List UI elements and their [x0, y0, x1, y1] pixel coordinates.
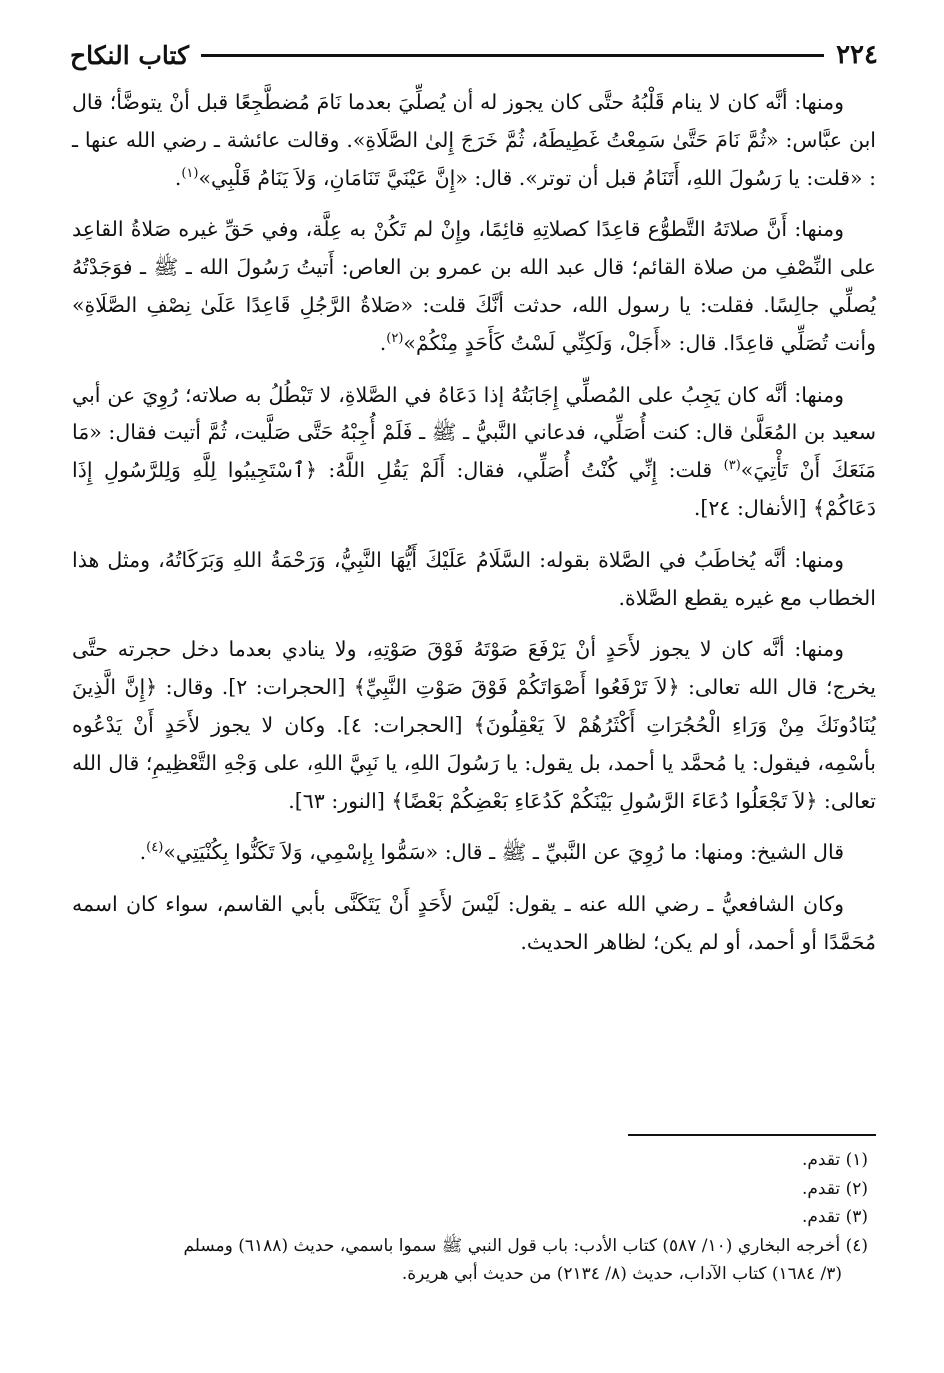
footnote-ref-2[interactable]: (٢) — [386, 330, 404, 346]
paragraph-tail: . — [379, 330, 387, 355]
footnote-ref-3[interactable]: (٣) — [723, 458, 741, 474]
footnote-1: (١) تقدم. — [801, 1150, 868, 1170]
paragraph-raising-voice — [72, 631, 876, 820]
paragraph-text: ومنها: أنَّه كان يَجِبُ على المُصلِّي إِجَابَتُهُ إذا دَعَاهُ في الصَّلاةِ، لا تَبْطُلُ به صلاته؛ رُوِيَ عن أبي سعيد بن المُعَلَّىٰ قال: كنت أُصَلِّي، فدعاني النَّبيُّ ـ ﷺ ـ فَلَمْ أُجِبْهُ حَتَّى صَلَّيت، ثُمَّ أتيت فقال: «مَا مَنَعَكَ أَنْ تَأْتِيَ» — [72, 382, 877, 483]
running-header — [70, 38, 878, 72]
footnote-2: (٢) تقدم. — [801, 1178, 868, 1199]
footnote-3: (٣) تقدم. — [801, 1207, 868, 1228]
paragraph-text: وكان الشافعيُّ ـ رضي الله عنه ـ يقول: لَيْسَ لأَحَدٍ أَنْ يَتَكَنَّى بأبي القاسم، سواء كان اسمه مُحَمَّدًا أو أحمد، أو لم يكن؛ لظاهر الحديث. — [72, 892, 876, 954]
header-rule — [201, 54, 824, 57]
main-text — [72, 84, 876, 976]
paragraph-sitting-prayer — [72, 211, 876, 362]
book-title: كتاب النكاح — [70, 40, 189, 70]
paragraph-sleep — [72, 84, 876, 197]
paragraph-text: قال الشيخ: ومنها: ما رُوِيَ عن النَّبيِّ ـ ﷺ ـ قال: «سَمُّوا بِإسْمِي، وَلاَ تَكَنُّوا بِكُنْيَتِي» — [163, 840, 844, 865]
footnote-4-continuation: (٣/ ١٦٨٤) كتاب الآداب، حديث (٨/ ٢١٣٤) من حديث أبي هريرة. — [401, 1264, 842, 1285]
paragraph-naming — [72, 834, 876, 872]
paragraph-greeting-in-prayer — [72, 542, 876, 618]
footnote-4: (٤) أخرجه البخاري (١٠/ ٥٨٧) كتاب الأدب: باب قول النبي ﷺ سموا باسمي، حديث (٦١٨٨) ومسلم — [183, 1235, 868, 1256]
paragraph-answering-call — [72, 377, 876, 528]
footnote-ref-4[interactable]: (٤) — [146, 840, 164, 856]
paragraph-text: ومنها: أنَّه يُخاطَبُ في الصَّلاة بقوله: السَّلَامُ عَلَيْكَ أَيُّهَا النَّبِيُّ، وَرَحْمَةُ اللهِ وَبَرَكَاتُهُ، ومثل هذا الخطاب مع غيره يقطع الصَّلاة. — [72, 547, 876, 610]
footnote-divider — [628, 1134, 876, 1136]
footnotes — [72, 1146, 868, 1289]
page-number: ٢٢٤ — [836, 40, 878, 70]
paragraph-tail: . — [174, 165, 182, 190]
paragraph-text: ومنها: أنَّه كان لا يجوز لأَحَدٍ أنْ يَرْفَعَ صَوْتَهُ فَوْقَ صَوْتِهِ، ولا ينادي بعدما دخل حجرته حتَّى يخرج؛ قال الله تعالى: ﴿لاَ تَرْفَعُوا أَصْوَاتَكُمْ فَوْقَ صَوْتِ النَّبِيِّ﴾ [الحجرات: ٢]. وقال: ﴿إِنَّ الَّذِينَ يُنَادُونَكَ مِنْ وَرَاءِ الْحُجُرَاتِ أَكْثَرُهُمْ لاَ يَعْقِلُونَ﴾ [الحجرات: ٤]. وكان لا يجوز لأَحَدٍ أَنْ يَدْعُوه بأسْمِه، فيقول: يا مُحمَّد يا أحمد، بل يقول: يا رَسُولَ اللهِ، يا نَبِيَّ اللهِ، على وَجْهِ التَّعْظِيمِ؛ قال الله تعالى: ﴿لاَ تَجْعَلُوا دُعَاءَ الرَّسُولِ بَيْنَكُمْ كَدُعَاءِ بَعْضِكُمْ بَعْضًا﴾ [النور: ٦٣]. — [72, 637, 877, 813]
paragraph-text: ومنها: أَنَّ صلاتَهُ التَّطوُّع قاعِدًا كصلاتِهِ قائِمًا، وإِنْ لم تَكُنْ به عِلَّة، وفي حَقِّ غيره صَلاةُ القاعِد على النِّصْفِ من صلاة القائم؛ قال عبد الله بن عمرو بن العاص: أَتيتُ رَسُولَ الله ـ ﷺ ـ فوَجَدْتُهُ يُصلِّي جالِسًا. فقلت: يا رسول الله، حدثت أنَّكَ قلت: «صَلاةُ الرَّجُلِ قَاعِدًا عَلَىٰ نِصْفِ الصَّلَاةِ» وأنت تُصَلِّي قاعِدًا. قال: «أَجَلْ، وَلَكِنِّي لَسْتُ كَأَحَدٍ مِنْكُمْ» — [72, 217, 876, 355]
paragraph-tail: . — [139, 840, 147, 865]
paragraph-tail: قلت: إِنِّي كُنْتُ أُصَلِّي، فقال: أَلَمْ يَقُلِ اللَّهُ: ﴿ٱسْتَجِيبُوا لِلَّهِ وَلِلرَّسُولِ إِذَا دَعَاكُمْ﴾ [الأنفال: ٢٤]. — [72, 458, 876, 520]
paragraph-shafii — [72, 886, 876, 962]
footnote-ref-1[interactable]: (١) — [181, 165, 199, 181]
paragraph-text: ومنها: أنَّه كان لا ينام قَلْبُهُ حتَّى كان يجوز له أن يُصلِّيَ بعدما نَامَ مُضطَّجِعًا قبل أنْ يتوضَّأ؛ قال ابن عبَّاس: «ثُمَّ نَامَ حَتَّىٰ سَمِعْتُ غَطِيطَهُ، ثُمَّ خَرَجَ إِلىٰ الصَّلَاةِ». وقالت عائشة ـ رضي الله عنها ـ : «قلت: يا رَسُولَ اللهِ، أَتَنَامُ قبل أن توتر». قال: «إِنَّ عَيْنَيَّ تَنَامَانِ، وَلاَ يَنَامُ قَلْبِي» — [72, 90, 876, 190]
